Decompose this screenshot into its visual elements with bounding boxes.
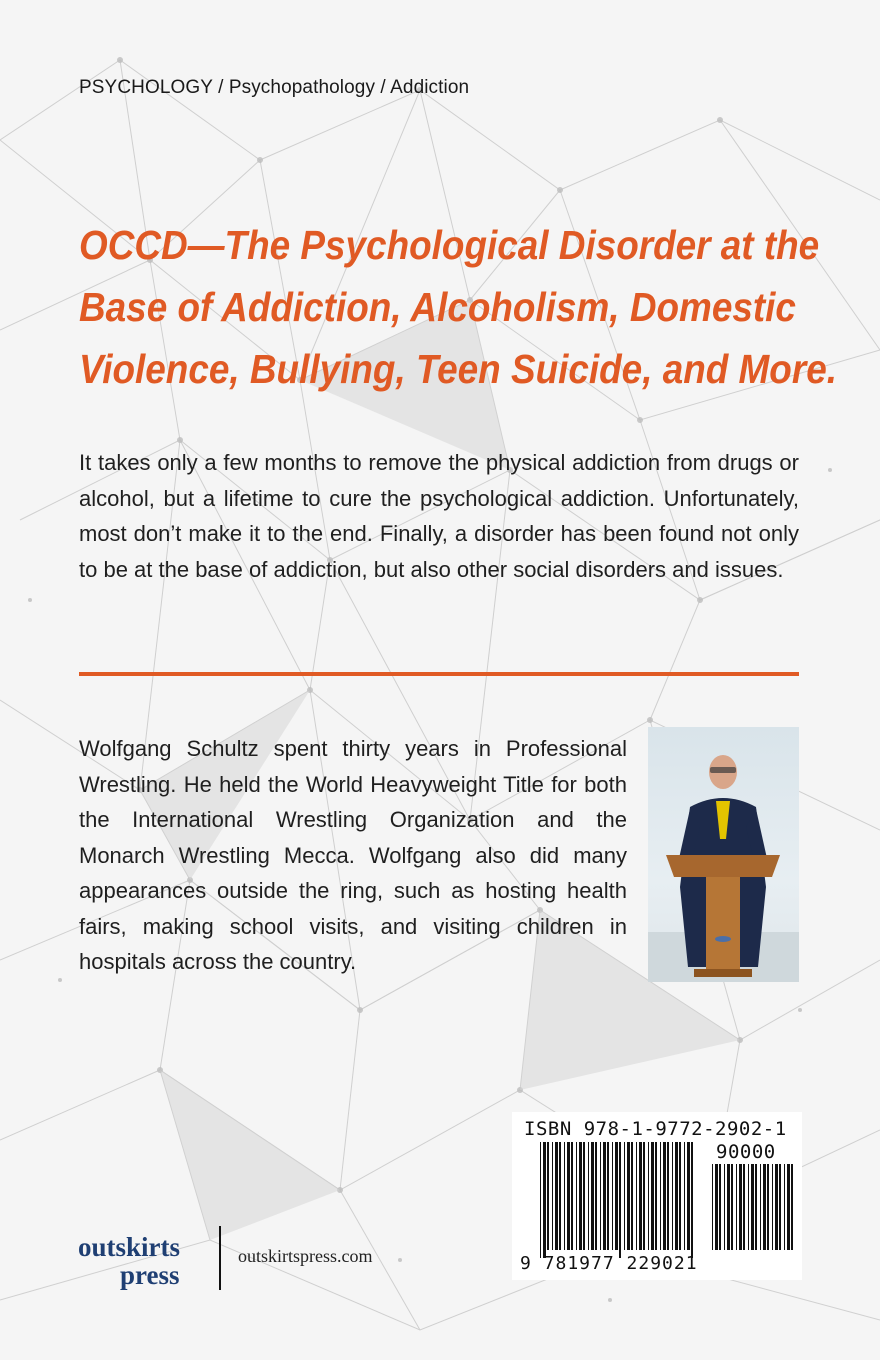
barcode-bar	[655, 1142, 657, 1250]
barcode-bar	[607, 1142, 609, 1250]
barcode-bar	[663, 1142, 666, 1250]
barcode-bar	[612, 1142, 613, 1250]
barcode-bar	[564, 1142, 565, 1250]
author-photo	[648, 727, 799, 982]
barcode-bar	[591, 1142, 594, 1250]
barcode-bar	[727, 1164, 730, 1250]
barcode-bar	[679, 1142, 681, 1250]
barcode-bar	[615, 1142, 618, 1250]
barcode-bar	[651, 1142, 654, 1250]
publisher-url: outskirtspress.com	[238, 1246, 373, 1266]
barcode-bar	[684, 1142, 685, 1250]
barcode-bar	[772, 1164, 773, 1250]
logo-divider	[219, 1226, 221, 1290]
barcode-bar	[748, 1164, 749, 1250]
orange-divider	[79, 672, 799, 676]
logo-text-press: press	[120, 1260, 180, 1290]
barcode-bar	[791, 1164, 793, 1250]
barcode-bar	[775, 1164, 778, 1250]
barcode-bar	[784, 1164, 785, 1250]
category-line: PSYCHOLOGY / Psychopathology / Addiction	[79, 77, 470, 98]
barcode-bar	[779, 1164, 781, 1250]
barcode-bar	[787, 1164, 790, 1250]
headline	[79, 214, 837, 400]
outskirts-press-logo	[78, 1228, 208, 1294]
barcode-bar	[624, 1142, 625, 1250]
barcode-bar	[595, 1142, 597, 1250]
barcode-bar	[571, 1142, 573, 1250]
barcode-bar	[636, 1142, 637, 1250]
barcode-bar	[731, 1164, 733, 1250]
barcode-bar	[648, 1142, 649, 1250]
barcode-bar	[631, 1142, 633, 1250]
barcode-bar	[763, 1164, 766, 1250]
barcode-bar	[667, 1142, 669, 1250]
barcode-bar	[736, 1164, 737, 1250]
barcode-digits: 9 781977 229021	[520, 1253, 698, 1274]
barcode-bar	[687, 1142, 690, 1250]
barcode-bar	[619, 1142, 621, 1258]
barcode-bar	[672, 1142, 673, 1250]
barcode-bar	[724, 1164, 725, 1250]
headline-line-1: OCCD—The Psychological Disorder at the	[79, 222, 820, 268]
barcode-bar	[639, 1142, 642, 1250]
barcode-bar	[643, 1142, 645, 1250]
barcode-bar	[627, 1142, 630, 1250]
price-code: 90000	[716, 1141, 776, 1163]
barcode-bar	[660, 1142, 661, 1250]
barcode-bar	[576, 1142, 577, 1250]
barcode-addon	[712, 1164, 794, 1258]
barcode-bar	[719, 1164, 721, 1250]
barcode-bar	[715, 1164, 718, 1250]
barcode-bar	[755, 1164, 757, 1250]
barcode-bar	[751, 1164, 754, 1250]
barcode-bar	[540, 1142, 541, 1258]
barcode-bar	[552, 1142, 553, 1250]
barcode-bar	[767, 1164, 769, 1250]
barcode-bar	[600, 1142, 601, 1250]
barcode-bar	[712, 1164, 713, 1250]
headline-line-3: Violence, Bullying, Teen Suicide, and More.	[79, 346, 837, 392]
barcode-bar	[675, 1142, 678, 1250]
barcode-bar	[555, 1142, 558, 1250]
barcode-bar	[567, 1142, 570, 1250]
barcode-bar	[588, 1142, 589, 1250]
barcode-bar	[743, 1164, 745, 1250]
logo-text-outskirts: outskirts	[78, 1232, 181, 1262]
barcode-main	[540, 1142, 698, 1258]
book-description: It takes only a few months to remove the physical addiction from drugs or alcohol, but a lifetime to cure the psychological addiction. Unfortunately, most don’t make it to the end. Finally, a disorder has been found not only to be at the base of addiction, but also other social disorders and issues.	[79, 450, 799, 582]
author-bio: Wolfgang Schultz spent thirty years in Professional Wrestling. He held the World Heavyweight Title for both the International Wrestling Organization and the Monarch Wrestling Mecca. Wolfgang also did many appearances outside the ring, such as hosting health fairs, making school visits, and visiting children in hospitals across the country.	[79, 736, 627, 974]
barcode-bar	[583, 1142, 585, 1250]
barcode-bar	[579, 1142, 582, 1250]
barcode-bar	[739, 1164, 742, 1250]
barcode-bar	[760, 1164, 761, 1250]
headline-line-2: Base of Addiction, Alcoholism, Domestic	[79, 284, 796, 330]
barcode-bar	[603, 1142, 606, 1250]
barcode-bar	[691, 1142, 693, 1258]
isbn-barcode-block	[512, 1112, 802, 1280]
isbn-label: ISBN 978-1-9772-2902-1	[524, 1118, 787, 1140]
barcode-bar	[543, 1142, 546, 1258]
barcode-bar	[559, 1142, 561, 1250]
barcode-bar	[547, 1142, 549, 1250]
